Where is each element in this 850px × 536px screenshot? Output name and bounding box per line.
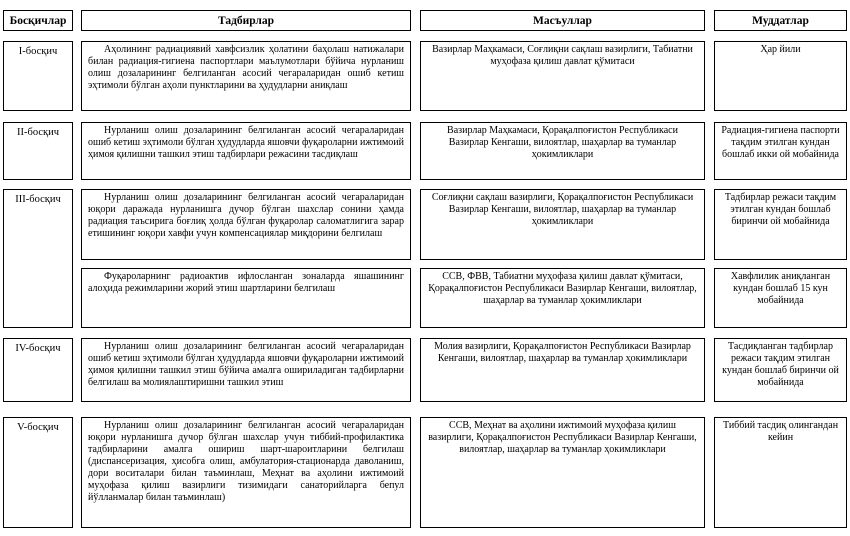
header-responsible-label: Масъуллар bbox=[533, 14, 592, 27]
deadline-text: Радиация-гигиена паспорти тақдим этилган кундан бошлаб икки ой мобайнида bbox=[721, 125, 840, 160]
stage-cell bbox=[3, 122, 73, 180]
deadline-cell bbox=[714, 41, 847, 111]
measures-cell bbox=[81, 417, 411, 528]
deadline-cell bbox=[714, 122, 847, 180]
deadline-cell bbox=[714, 417, 847, 528]
responsible-cell bbox=[420, 268, 705, 328]
stage-cell bbox=[3, 338, 73, 402]
responsible-text: ССВ, Меҳнат ва аҳолини ижтимоий муҳофаза қилиш вазирлиги, Қорақалпоғистон Республикаси Вазирлар Кенгаши, вилоятлар, шаҳарлар ва туманлар ҳокимликлари bbox=[428, 420, 697, 455]
stage-label: V-босқич bbox=[17, 422, 59, 433]
responsible-text: Соғлиқни сақлаш вазирлиги, Қорақалпоғистон Республикаси Вазирлар Кенгаши, вилоятлар, шаҳарлар ва туманлар ҳокимликлари bbox=[431, 192, 694, 227]
stage-label: III-босқич bbox=[15, 194, 61, 205]
measures-text: Аҳолининг радиациявий хавфсизлик ҳолатини баҳолаш натижалари билан радиация-гигиена паспортлари маълумотлари бўйича нурланиш олиш дозаларининг белгиланган асосий чегараларидан ошиб кетиш эҳтимоли бўлган аҳоли пунктларини ва ҳудудларни аниқлаш bbox=[88, 44, 404, 91]
deadline-text: Тадбирлар режаси тақдим этилган кундан бошлаб биринчи ой мобайнида bbox=[724, 192, 837, 227]
measures-text: Фуқароларнинг радиоактив ифлосланган зоналарда яшашининг алоҳида режимларини жорий этиш шартларини белгилаш bbox=[88, 271, 404, 294]
header-measures bbox=[81, 10, 411, 31]
measures-cell bbox=[81, 189, 411, 260]
header-responsible bbox=[420, 10, 705, 31]
measures-cell bbox=[81, 122, 411, 180]
stage-cell bbox=[3, 417, 73, 528]
stage-cell bbox=[3, 41, 73, 111]
measures-text: Нурланиш олиш дозаларининг белгиланган асосий чегараларидан юқори даражада нурланишга дучор бўлган шахслар сонини ҳамда радиация таъсирига боғлиқ ҳолда бўлган фуқаролар саломатлигига зарар етишининг юқори хавфи учун компенсациялар миқдорини белгилаш bbox=[88, 192, 404, 239]
measures-text: Нурланиш олиш дозаларининг белгиланган асосий чегараларидан ошиб кетиш эҳтимоли бўлган ҳудудларда яшовчи фуқароларни ижтимоий ҳимоя қилишни ташкил этиш бўйича амалга ошириладиган тадбирларни белгилаш ва молиялаштиришни ташкил этиш bbox=[88, 341, 404, 388]
deadline-text: Тасдиқланган тадбирлар режаси тақдим этилган кундан бошлаб биринчи ой мобайнида bbox=[722, 341, 839, 388]
responsible-text: Молия вазирлиги, Қорақалпоғистон Республикаси Вазирлар Кенгаши, вилоятлар, шаҳарлар ва туманлар ҳокимликлари bbox=[434, 341, 691, 364]
deadline-cell bbox=[714, 268, 847, 328]
header-stage bbox=[3, 10, 73, 31]
responsible-cell bbox=[420, 122, 705, 180]
deadline-text: Тиббий тасдиқ олингандан кейин bbox=[722, 420, 839, 443]
measures-text: Нурланиш олиш дозаларининг белгиланган асосий чегараларидан ошиб кетиш эҳтимоли бўлган ҳудудларда яшовчи фуқароларни ижтимоий ҳимоя қилишни ташкил этиш тадбирлари режасини тасдиқлаш bbox=[88, 125, 404, 160]
deadline-text: Хавфлилик аниқланган кундан бошлаб 15 кун мобайнида bbox=[730, 271, 831, 306]
responsible-cell bbox=[420, 338, 705, 402]
stage-label: II-босқич bbox=[16, 127, 59, 138]
stage-label: I-босқич bbox=[18, 46, 58, 57]
responsible-text: ССВ, ФВВ, Табиатни муҳофаза қилиш давлат қўмитаси, Қорақалпоғистон Республикаси Вазирлар Кенгаши, вилоятлар, шаҳарлар ва туманлар ҳокимликлари bbox=[428, 271, 697, 306]
responsible-text: Вазирлар Маҳкамаси, Қорақалпоғистон Республикаси Вазирлар Кенгаши, вилоятлар, шаҳарлар ва туманлар ҳокимликлари bbox=[447, 125, 678, 160]
stage-cell bbox=[3, 189, 73, 328]
header-measures-label: Тадбирлар bbox=[217, 14, 275, 27]
header-deadlines-label: Муддатлар bbox=[752, 14, 809, 27]
deadline-cell bbox=[714, 189, 847, 260]
deadline-cell bbox=[714, 338, 847, 402]
responsible-cell bbox=[420, 41, 705, 111]
measures-cell bbox=[81, 41, 411, 111]
responsible-cell bbox=[420, 189, 705, 260]
measures-cell bbox=[81, 268, 411, 328]
responsible-cell bbox=[420, 417, 705, 528]
responsible-text: Вазирлар Маҳкамаси, Соғлиқни сақлаш вазирлиги, Табиатни муҳофаза қилиш давлат қўмитаси bbox=[432, 44, 693, 67]
stage-label: IV-босқич bbox=[15, 343, 61, 354]
header-deadlines bbox=[714, 10, 847, 31]
measures-text: Нурланиш олиш дозаларининг белгиланган асосий чегараларидан юқори нурланишга дучор бўлган шахслар учун тиббий-профилактика тадбирларини амалга ошириш шарт-шароитларини белгилаш (диспансеризация, ҳисобга олиш, амбулатория-стационарда даволаниш, дори воситалари билан таъминлаш, Меҳнат ва аҳолини ижтимоий муҳофаза қилиш вазирлиги тизимидаги санаторийларга бепул йўлланмалар билан таъминлаш) bbox=[88, 420, 404, 503]
header-stage-label: Босқичлар bbox=[9, 14, 67, 27]
deadline-text: Ҳар йили bbox=[760, 44, 801, 55]
measures-cell bbox=[81, 338, 411, 402]
